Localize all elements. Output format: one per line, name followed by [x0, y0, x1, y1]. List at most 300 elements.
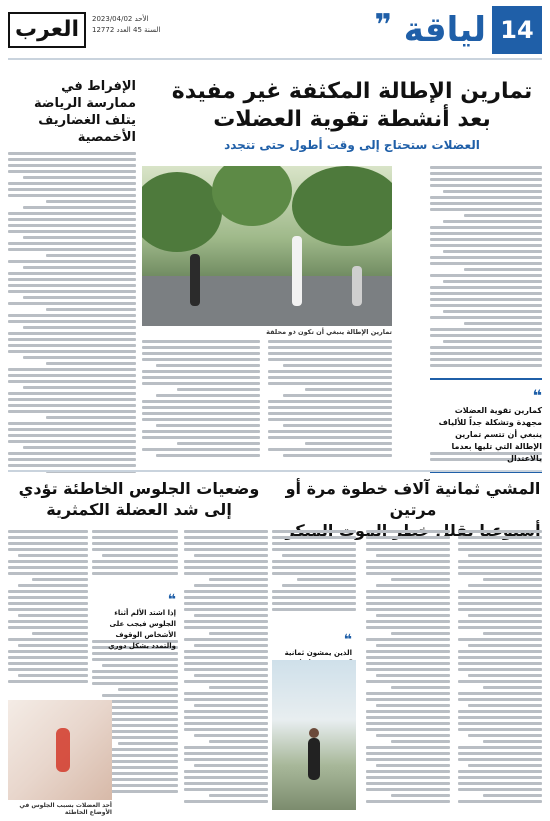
sitting-article-col1: [184, 530, 268, 803]
text-line: [184, 728, 268, 731]
text-line: [184, 608, 268, 611]
main-title-line1: تمارين الإطالة المكثفة غير مفيدة: [171, 79, 533, 104]
text-line: [483, 632, 542, 635]
text-line: [458, 782, 542, 785]
text-line: [268, 448, 392, 451]
text-line: [483, 686, 542, 689]
text-line: [102, 724, 178, 727]
text-line: [430, 346, 542, 349]
text-line: [142, 346, 260, 349]
text-line: [443, 190, 542, 193]
text-line: [156, 364, 260, 367]
text-line: [194, 644, 268, 647]
text-line: [458, 716, 542, 719]
text-line: [194, 614, 268, 617]
text-line: [8, 596, 88, 599]
text-line: [430, 238, 542, 241]
text-line: [305, 442, 392, 445]
text-line: [458, 770, 542, 773]
text-line: [118, 742, 178, 745]
text-line: [8, 398, 136, 401]
left-article: [8, 78, 136, 468]
text-line: [184, 638, 268, 641]
text-line: [194, 674, 268, 677]
walking-title-line1: المشي ثمانية آلاف خطوة مرة أو مرتين: [285, 479, 541, 519]
text-line: [23, 296, 136, 299]
text-line: [297, 578, 356, 581]
text-line: [430, 274, 542, 277]
text-line: [366, 596, 450, 599]
text-line: [458, 548, 542, 551]
sitting-title-line1: وضعيات الجلوس الخاطئة تؤدي: [18, 479, 260, 498]
text-line: [283, 424, 392, 427]
text-line: [8, 668, 88, 671]
text-line: [156, 394, 260, 397]
text-line: [18, 554, 88, 557]
text-line: [194, 764, 268, 767]
text-line: [184, 530, 268, 533]
text-line: [8, 590, 88, 593]
text-line: [8, 452, 136, 455]
text-line: [272, 536, 356, 539]
text-line: [184, 560, 268, 563]
text-line: [458, 572, 542, 575]
text-line: [376, 734, 450, 737]
text-line: [458, 542, 542, 545]
text-line: [468, 644, 542, 647]
text-line: [92, 566, 178, 569]
text-line: [366, 728, 450, 731]
text-line: [430, 202, 542, 205]
text-line: [268, 352, 392, 355]
text-line: [458, 536, 542, 539]
date-block: [92, 14, 160, 36]
text-line: [92, 676, 178, 679]
text-line: [8, 440, 136, 443]
text-line: [8, 572, 88, 575]
text-line: [268, 346, 392, 349]
text-line: [268, 370, 392, 373]
exercise-photo-caption: تمارين الإطالة ينبغي أن تكون ذو محلقة: [266, 328, 392, 336]
text-line: [458, 728, 542, 731]
text-line: [272, 572, 356, 575]
text-line: [8, 212, 136, 215]
text-line: [268, 406, 392, 409]
text-line: [430, 286, 542, 289]
text-line: [430, 334, 542, 337]
text-line: [18, 614, 88, 617]
text-line: [366, 650, 450, 653]
walking-article-col3: [272, 530, 356, 620]
text-line: [184, 788, 268, 791]
section-name: لياقة: [403, 10, 486, 50]
quote-icon: ❝: [343, 632, 352, 648]
text-line: [156, 454, 260, 457]
text-line: [430, 172, 542, 175]
text-line: [443, 250, 542, 253]
text-line: [366, 710, 450, 713]
text-line: [23, 176, 136, 179]
text-line: [142, 382, 260, 385]
text-line: [366, 758, 450, 761]
text-line: [366, 572, 450, 575]
text-line: [376, 764, 450, 767]
text-line: [92, 682, 178, 685]
text-line: [8, 650, 88, 653]
text-line: [142, 400, 260, 403]
text-line: [366, 752, 450, 755]
text-line: [458, 566, 542, 569]
text-line: [23, 386, 136, 389]
text-line: [8, 350, 136, 353]
sitting-pull-quote-text: إذا اشتد الألم أثناء الجلوس فيجب على الأشخاص الوقوف والتمدد بشكل دوري: [108, 609, 176, 650]
text-line: [92, 658, 178, 661]
text-line: [142, 352, 260, 355]
text-line: [458, 626, 542, 629]
text-line: [8, 152, 136, 155]
text-line: [468, 764, 542, 767]
text-line: [156, 424, 260, 427]
text-line: [184, 698, 268, 701]
text-line: [46, 416, 136, 419]
main-title-line2: بعد أنشطة تقوية العضلات: [213, 107, 491, 132]
text-line: [184, 626, 268, 629]
text-line: [8, 428, 136, 431]
main-pull-quote: [430, 378, 542, 473]
text-line: [430, 166, 542, 169]
text-line: [458, 752, 542, 755]
main-subtitle: العضلات ستحتاج إلى وقت أطول حتى تتجدد: [224, 138, 480, 152]
walking-article-col1: [458, 530, 542, 803]
text-line: [194, 554, 268, 557]
text-line: [443, 220, 542, 223]
text-line: [8, 332, 136, 335]
text-line: [283, 454, 392, 457]
text-line: [458, 530, 542, 533]
text-line: [8, 242, 136, 245]
text-line: [430, 292, 542, 295]
text-line: [366, 638, 450, 641]
text-line: [32, 632, 88, 635]
text-line: [366, 560, 450, 563]
text-line: [184, 590, 268, 593]
text-line: [366, 566, 450, 569]
text-line: [184, 572, 268, 575]
text-line: [430, 328, 542, 331]
text-line: [8, 260, 136, 263]
text-line: [366, 656, 450, 659]
text-line: [366, 602, 450, 605]
text-line: [483, 794, 542, 797]
text-line: [184, 566, 268, 569]
text-line: [366, 746, 450, 749]
text-line: [142, 430, 260, 433]
text-line: [184, 770, 268, 773]
text-line: [468, 614, 542, 617]
text-line: [184, 662, 268, 665]
text-line: [8, 662, 88, 665]
text-line: [142, 406, 260, 409]
text-line: [92, 548, 178, 551]
text-line: [8, 278, 136, 281]
text-line: [102, 754, 178, 757]
text-line: [8, 458, 136, 461]
text-line: [268, 418, 392, 421]
walking-article-col2: [366, 530, 450, 803]
text-line: [184, 746, 268, 749]
text-line: [430, 358, 542, 361]
text-line: [184, 752, 268, 755]
text-line: [376, 614, 450, 617]
text-line: [8, 608, 88, 611]
text-line: [283, 364, 392, 367]
text-line: [8, 680, 88, 683]
text-line: [468, 674, 542, 677]
text-line: [468, 704, 542, 707]
text-line: [8, 158, 136, 161]
text-line: [8, 404, 136, 407]
walking-photo: [272, 660, 356, 810]
text-line: [458, 746, 542, 749]
text-line: [184, 782, 268, 785]
text-line: [268, 376, 392, 379]
text-line: [184, 758, 268, 761]
main-article-body-col2: [268, 340, 392, 457]
text-line: [142, 418, 260, 421]
text-line: [272, 548, 356, 551]
text-line: [8, 422, 136, 425]
text-line: [458, 662, 542, 665]
text-line: [8, 218, 136, 221]
text-line: [142, 376, 260, 379]
text-line: [8, 656, 88, 659]
text-line: [194, 704, 268, 707]
text-line: [8, 566, 88, 569]
text-line: [443, 310, 542, 313]
text-line: [184, 542, 268, 545]
text-line: [430, 304, 542, 307]
text-line: [272, 596, 356, 599]
text-line: [8, 530, 88, 533]
text-line: [391, 632, 450, 635]
text-line: [391, 578, 450, 581]
text-line: [184, 536, 268, 539]
text-line: [8, 320, 136, 323]
text-line: [366, 668, 450, 671]
text-line: [8, 302, 136, 305]
text-line: [184, 602, 268, 605]
text-line: [184, 722, 268, 725]
text-line: [8, 368, 136, 371]
text-line: [92, 572, 178, 575]
text-line: [8, 188, 136, 191]
text-line: [366, 608, 450, 611]
text-line: [8, 284, 136, 287]
text-line: [366, 692, 450, 695]
text-line: [184, 650, 268, 653]
text-line: [366, 680, 450, 683]
sitting-article-col2: [92, 530, 178, 584]
text-line: [468, 584, 542, 587]
text-line: [142, 412, 260, 415]
text-line: [272, 602, 356, 605]
text-line: [376, 554, 450, 557]
text-line: [8, 290, 136, 293]
text-line: [46, 362, 136, 365]
text-line: [464, 214, 542, 217]
text-line: [8, 536, 88, 539]
text-line: [458, 698, 542, 701]
text-line: [209, 794, 268, 797]
text-line: [23, 326, 136, 329]
text-line: [184, 620, 268, 623]
text-line: [8, 464, 136, 467]
text-line: [268, 436, 392, 439]
text-line: [23, 206, 136, 209]
text-line: [8, 314, 136, 317]
quote-icon: ❞: [374, 8, 392, 43]
text-line: [272, 560, 356, 563]
text-line: [8, 182, 136, 185]
text-line: [268, 412, 392, 415]
text-line: [458, 620, 542, 623]
text-line: [430, 184, 542, 187]
back-pain-photo-caption: أحد العضلات بسبب الجلوس في الأوضاع الخاطئة: [19, 802, 112, 816]
text-line: [430, 256, 542, 259]
text-line: [209, 578, 268, 581]
text-line: [366, 698, 450, 701]
text-line: [184, 656, 268, 659]
text-line: [209, 632, 268, 635]
text-line: [483, 578, 542, 581]
left-article-title: الإفراط في ممارسة الرياضة يتلف الغضاريف الأخمصية: [34, 79, 136, 145]
text-line: [184, 680, 268, 683]
exercise-photo: [142, 166, 392, 326]
text-line: [46, 254, 136, 257]
text-line: [268, 340, 392, 343]
text-line: [376, 644, 450, 647]
text-line: [184, 716, 268, 719]
text-line: [194, 584, 268, 587]
text-line: [366, 776, 450, 779]
text-line: [118, 688, 178, 691]
text-line: [430, 232, 542, 235]
text-line: [430, 244, 542, 247]
text-line: [458, 608, 542, 611]
sitting-title-line2: إلى شد العضلة الكمثرية: [46, 500, 232, 519]
text-line: [8, 194, 136, 197]
text-line: [430, 196, 542, 199]
text-line: [142, 448, 260, 451]
text-line: [184, 692, 268, 695]
text-line: [272, 530, 356, 533]
text-line: [458, 758, 542, 761]
text-line: [92, 560, 178, 563]
text-line: [23, 446, 136, 449]
text-line: [366, 782, 450, 785]
text-line: [8, 626, 88, 629]
text-line: [430, 226, 542, 229]
text-line: [376, 674, 450, 677]
text-line: [184, 548, 268, 551]
text-line: [458, 650, 542, 653]
text-line: [8, 620, 88, 623]
text-line: [18, 674, 88, 677]
text-line: [430, 364, 542, 367]
text-line: [102, 664, 178, 667]
text-line: [366, 788, 450, 791]
text-line: [8, 392, 136, 395]
text-line: [458, 668, 542, 671]
text-line: [366, 530, 450, 533]
text-line: [102, 784, 178, 787]
walking-pull-quote-text: الذين يمشون ثمانية: [284, 649, 352, 657]
page-number: 14: [492, 6, 542, 54]
text-line: [184, 800, 268, 803]
text-line: [177, 442, 260, 445]
text-line: [391, 794, 450, 797]
text-line: [209, 740, 268, 743]
text-line: [8, 344, 136, 347]
text-line: [177, 388, 260, 391]
text-line: [8, 542, 88, 545]
text-line: [430, 316, 542, 319]
text-line: [443, 280, 542, 283]
text-line: [8, 170, 136, 173]
sitting-article-headline: [8, 478, 270, 520]
date-line: الأحد 2023/04/02: [92, 15, 149, 23]
text-line: [468, 734, 542, 737]
text-line: [18, 644, 88, 647]
text-line: [209, 686, 268, 689]
text-line: [458, 722, 542, 725]
sitting-article-col3: [8, 530, 88, 694]
text-line: [430, 262, 542, 265]
text-line: [464, 268, 542, 271]
sitting-pull-quote: [92, 588, 180, 656]
text-line: [458, 788, 542, 791]
section-divider: [8, 470, 542, 472]
text-line: [8, 380, 136, 383]
text-line: [8, 248, 136, 251]
text-line: [102, 694, 178, 697]
text-line: [430, 208, 542, 211]
quote-icon: ❝: [167, 592, 176, 608]
issue-line: السنة 45 العدد 12772: [92, 26, 161, 34]
text-line: [23, 236, 136, 239]
main-article-body-col3: [142, 340, 260, 457]
text-line: [272, 590, 356, 593]
main-article-body-right: [430, 166, 542, 367]
text-line: [458, 680, 542, 683]
text-line: [458, 638, 542, 641]
text-line: [8, 272, 136, 275]
text-line: [430, 178, 542, 181]
text-line: [391, 686, 450, 689]
text-line: [458, 710, 542, 713]
text-line: [376, 584, 450, 587]
text-line: [92, 530, 178, 533]
text-line: [18, 584, 88, 587]
text-line: [458, 602, 542, 605]
text-line: [272, 608, 356, 611]
text-line: [458, 590, 542, 593]
text-line: [268, 400, 392, 403]
text-line: [464, 322, 542, 325]
main-pull-quote-text: كمارين تقوية العضلات مجهدة وتشكلة جداً للألياف ينبغي أن تتسم تمارين الإطالة التي تليها بعدما يالاعتدال: [438, 406, 542, 463]
text-line: [366, 626, 450, 629]
text-line: [468, 554, 542, 557]
